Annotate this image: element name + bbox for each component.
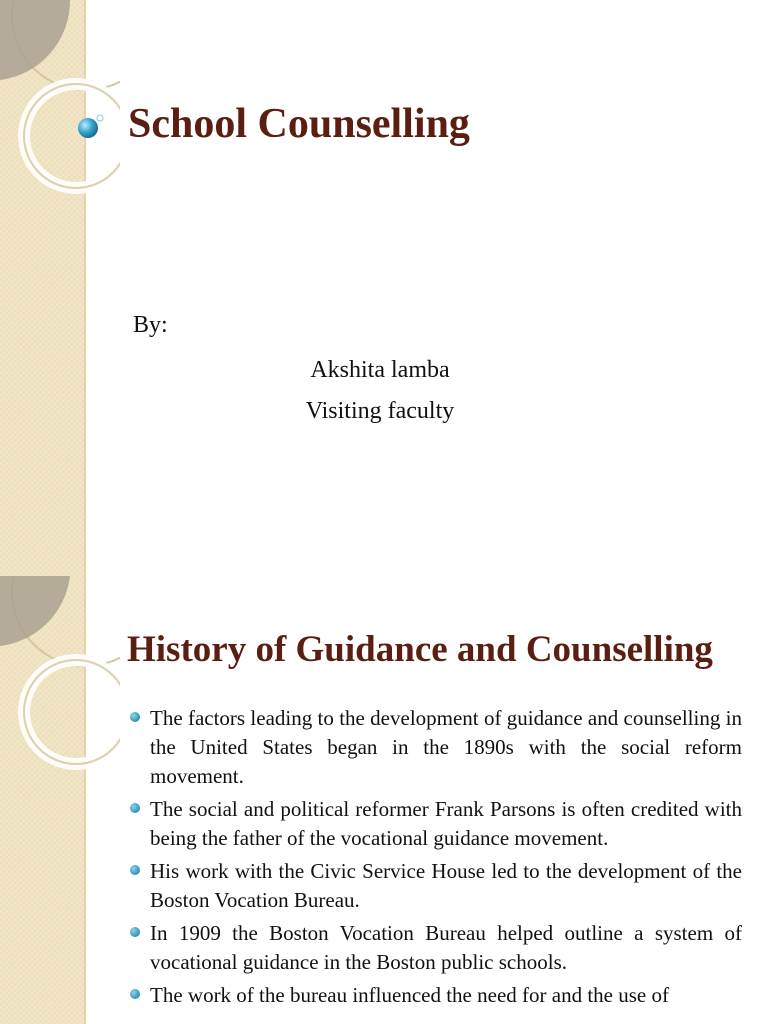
bullet-text: The social and political reformer Frank Parsons is often credited with being the father of the vocational guidance movement. [150, 797, 742, 850]
history-slide [0, 576, 768, 1024]
bullet-text: The factors leading to the development of guidance and counselling in the United States began in the 1890s with the social reform movement. [150, 706, 742, 788]
bullet-icon [130, 865, 140, 875]
bullet-item [130, 857, 742, 915]
slide-title: History of Guidance and Counselling [127, 629, 713, 670]
decorative-rings [0, 576, 120, 1024]
author-block [294, 350, 466, 432]
bullet-item [130, 919, 742, 977]
blue-orb-icon [76, 114, 106, 144]
bullet-icon [130, 927, 140, 937]
bullet-text: In 1909 the Boston Vocation Bureau helped outline a system of vocational guidance in the Boston public schools. [150, 921, 742, 974]
slide-title: School Counselling [128, 101, 470, 147]
bullet-text: The work of the bureau influenced the need for and the use of [150, 983, 669, 1007]
bullet-icon [130, 712, 140, 722]
by-label: By: [133, 312, 168, 338]
decorative-rings [0, 0, 120, 576]
author-name: Akshita lamba [310, 357, 450, 383]
author-role: Visiting faculty [305, 398, 455, 424]
bullet-item [130, 795, 742, 853]
bullet-icon [130, 803, 140, 813]
bullet-icon [130, 989, 140, 999]
bullet-item [130, 704, 742, 791]
bullet-text: His work with the Civic Service House led to the development of the Boston Vocation Bureau. [150, 859, 742, 912]
bullet-list [130, 704, 742, 1014]
bullet-item [130, 981, 742, 1010]
